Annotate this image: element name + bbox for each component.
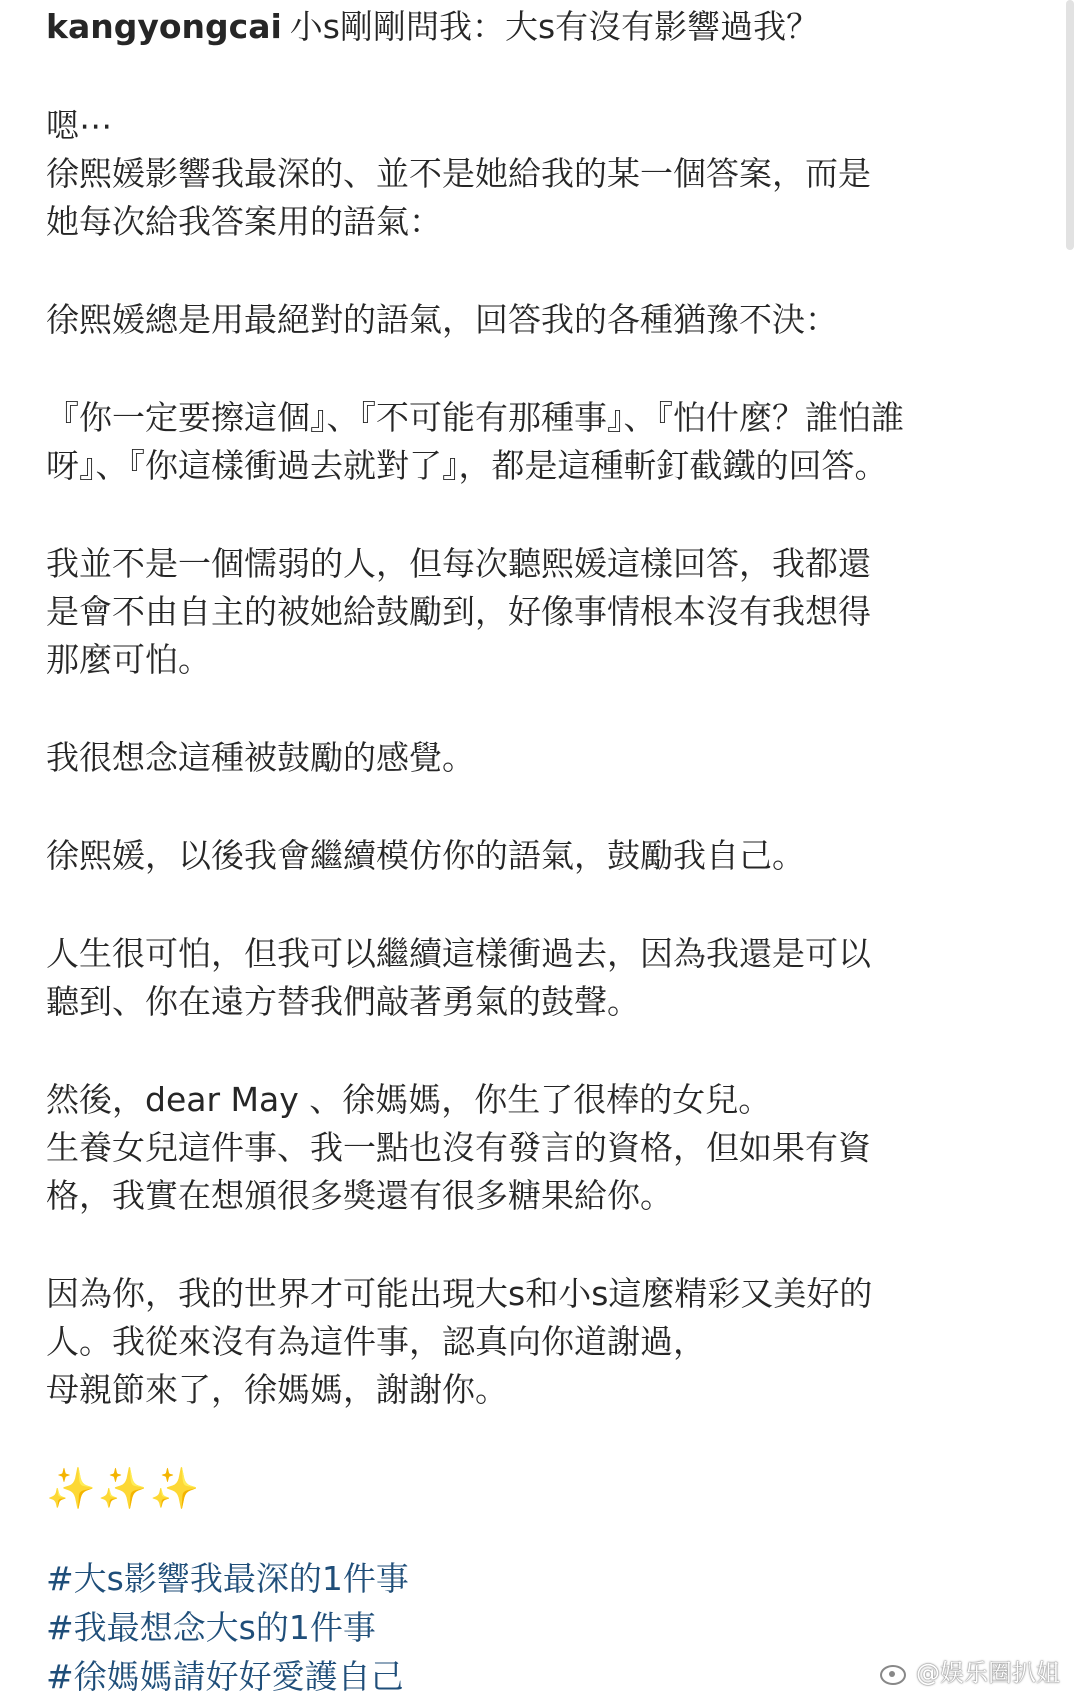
paragraph-line: 人。我從來沒有為這件事，認真向你道謝過，: [46, 1322, 706, 1361]
watermark-text: @娱乐圈扒姐: [916, 1659, 1060, 1687]
paragraph-line: 生養女兒這件事、我一點也沒有發言的資格，但如果有資: [46, 1128, 871, 1167]
paragraph-line: 母親節來了，徐媽媽，謝謝你。: [46, 1370, 508, 1409]
scrollbar-thumb[interactable]: [1066, 0, 1074, 250]
paragraph-4: [46, 540, 1036, 684]
weibo-icon: [876, 1657, 910, 1685]
paragraph-5: [46, 734, 1036, 782]
paragraph-8: [46, 1076, 1036, 1220]
paragraph-3: [46, 394, 1036, 490]
paragraph-6: [46, 832, 1036, 880]
post-caption: [46, 0, 1036, 1701]
paragraph-7: [46, 930, 1036, 1026]
sparkles-emoji: ✨✨✨: [46, 1466, 202, 1512]
paragraph-line: 格，我實在想頒很多獎還有很多糖果給你。: [46, 1176, 673, 1215]
paragraph-line: 嗯⋯: [46, 106, 112, 145]
paragraph-line: 『你一定要擦這個』、『不可能有那種事』、『怕什麼？誰怕誰: [46, 398, 904, 437]
hashtag-link[interactable]: #大s影響我最深的1件事: [46, 1559, 409, 1598]
paragraph-line: 然後，dear May 、徐媽媽，你生了很棒的女兒。: [46, 1080, 772, 1119]
paragraph-1: [46, 102, 1036, 246]
hashtag-link[interactable]: #徐媽媽請好好愛護自己: [46, 1657, 404, 1696]
paragraph-line: 我很想念這種被鼓勵的感覺。: [46, 738, 475, 777]
caption-header: [46, 2, 1036, 52]
paragraph-line: 因為你，我的世界才可能出現大s和小s這麼精彩又美好的: [46, 1274, 873, 1313]
paragraph-line: 徐熙媛總是用最絕對的語氣，回答我的各種猶豫不決：: [46, 300, 838, 339]
paragraph-line: 聽到、你在遠方替我們敲著勇氣的鼓聲。: [46, 982, 640, 1021]
paragraph-9: [46, 1270, 1036, 1414]
hashtag-link[interactable]: #我最想念大s的1件事: [46, 1608, 376, 1647]
paragraph-line: 她每次給我答案用的語氣：: [46, 202, 442, 241]
username-link[interactable]: kangyongcai: [46, 7, 282, 46]
paragraph-line: 那麼可怕。: [46, 640, 211, 679]
paragraph-line: 呀』、『你這樣衝過去就對了』，都是這種斬釘截鐵的回答。: [46, 446, 888, 485]
paragraph-line: 徐熙媛，以後我會繼續模仿你的語氣，鼓勵我自己。: [46, 836, 805, 875]
paragraph-line: 是會不由自主的被她給鼓勵到，好像事情根本沒有我想得: [46, 592, 871, 631]
paragraph-2: [46, 296, 1036, 344]
caption-first-line: 小s剛剛問我：大s有沒有影響過我？: [289, 7, 820, 46]
paragraph-line: 徐熙媛影響我最深的、並不是她給我的某一個答案，而是: [46, 154, 871, 193]
paragraph-line: 人生很可怕，但我可以繼續這樣衝過去，因為我還是可以: [46, 934, 871, 973]
watermark: [876, 1653, 1060, 1688]
paragraph-line: 我並不是一個懦弱的人，但每次聽熙媛這樣回答，我都還: [46, 544, 871, 583]
